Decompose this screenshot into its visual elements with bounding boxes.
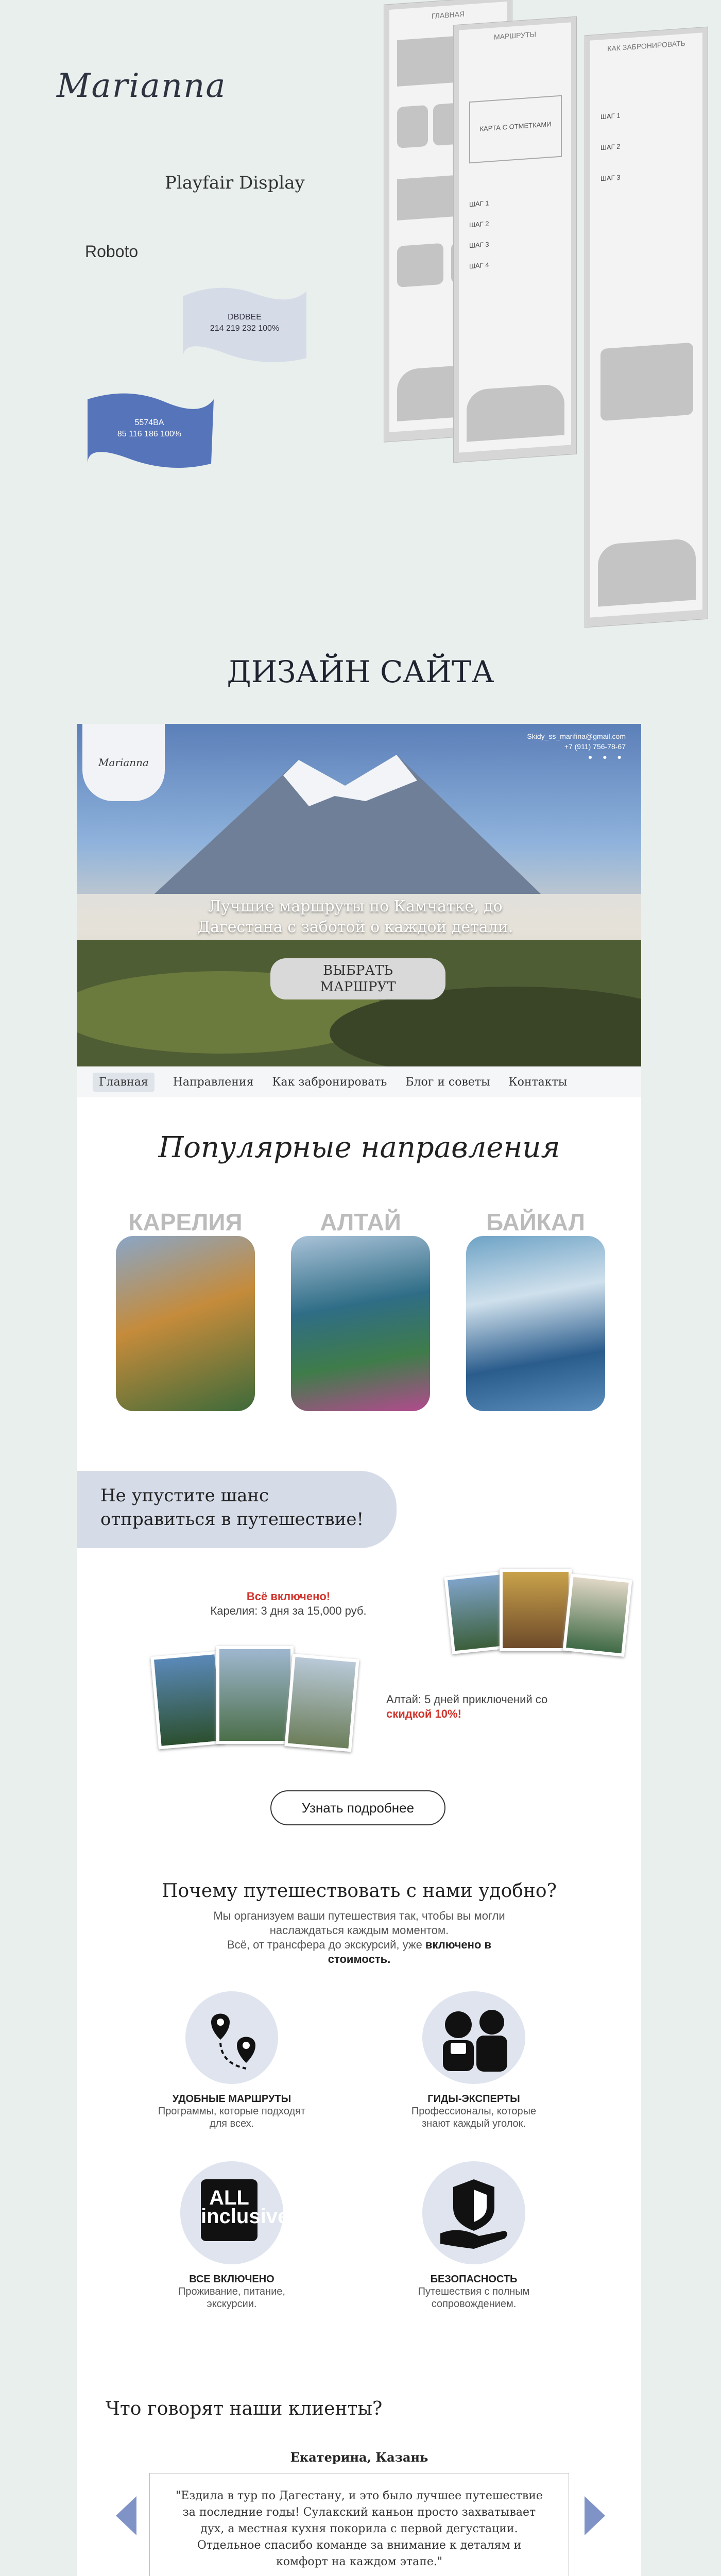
- feature-desc: Программы, которые подходят для всех.: [158, 2106, 306, 2129]
- brand-logo: Marianna: [57, 67, 227, 105]
- wireframe-step: ШАГ 2: [469, 219, 489, 229]
- swatch-code: DBDBEE: [228, 313, 262, 321]
- wireframe-booking: [585, 27, 708, 628]
- offer-discount: скидкой 10%!: [386, 1707, 461, 1720]
- promo-banner: [77, 1471, 397, 1548]
- review-prev-button[interactable]: [116, 2496, 136, 2535]
- wireframe-routes: [453, 16, 577, 463]
- wireframe-header: КАК ЗАБРОНИРОВАТЬ: [607, 39, 685, 53]
- feature-title: ГИДЫ-ЭКСПЕРТЫ: [427, 2093, 520, 2105]
- swatch-rgb: 214 219 232 100%: [210, 324, 280, 333]
- reviews-title: Что говорят наши клиенты?: [106, 2398, 383, 2419]
- wireframe-step: ШАГ 1: [469, 199, 489, 209]
- feature-desc: Путешествия с полным сопровождением.: [418, 2286, 530, 2310]
- destination-card-karelia[interactable]: [111, 1208, 260, 1419]
- altai-offer: [386, 1692, 603, 1721]
- why-title: Почему путешествовать с нами удобно?: [162, 1880, 557, 1902]
- feature-desc: Профессионалы, которые знают каждый уголок.: [411, 2106, 537, 2129]
- feature-safety: [397, 2161, 551, 2310]
- wireframe-step: ШАГ 4: [469, 261, 489, 270]
- section-title: ДИЗАЙН САЙТА: [227, 654, 494, 689]
- review-card: "Ездила в тур по Дагестану, и это было лучшее путешествие за последние годы! Сулакский каньон просто захватывает дух, а местная кухня покорила с первой дегустации. Отдельное спасибо команде за внимание к деталям и комфорт на каждом этапе.": [149, 2473, 569, 2576]
- feature-desc: Проживание, питание, экскурсии.: [178, 2286, 285, 2310]
- shield-hand-icon: [422, 2161, 525, 2264]
- all-inclusive-badge: ALL inclusive: [201, 2179, 258, 2241]
- offer-text: Алтай: 5 дней приключений со: [386, 1693, 548, 1706]
- destination-image: [116, 1236, 255, 1411]
- nav-destinations[interactable]: Направления: [173, 1075, 254, 1089]
- route-pin-icon: [185, 1991, 278, 2084]
- review-next-button[interactable]: [585, 2496, 605, 2535]
- destination-card-baikal[interactable]: [461, 1208, 610, 1419]
- destination-image: [291, 1236, 430, 1411]
- review-author: Екатерина, Казань: [290, 2450, 428, 2465]
- body-font-sample: Roboto: [85, 242, 139, 261]
- wireframe-header: МАРШРУТЫ: [493, 30, 537, 41]
- heading-font-sample: Playfair Display: [165, 173, 305, 193]
- promo-title: Не упустите шанс отправиться в путешествие!: [100, 1485, 364, 1530]
- feature-routes: [154, 1991, 309, 2130]
- destination-image: [466, 1236, 605, 1411]
- nav-contacts[interactable]: Контакты: [508, 1075, 568, 1089]
- altai-photos: [154, 1646, 360, 1759]
- popular-title: Популярные направления: [158, 1131, 560, 1164]
- swatch-dark: [82, 386, 216, 471]
- header-phone[interactable]: +7 (911) 756-78-67: [564, 742, 626, 751]
- hero-text: Лучшие маршруты по Камчатке, до Дагестана с заботой о каждой детали.: [197, 897, 513, 936]
- wireframe-map: КАРТА С ОТМЕТКАМИ: [469, 95, 562, 164]
- feature-title: БЕЗОПАСНОСТЬ: [430, 2274, 518, 2285]
- destination-card-altai[interactable]: [286, 1208, 435, 1419]
- logo-text: Marianna: [98, 756, 149, 769]
- all-inclusive-icon: [180, 2161, 289, 2264]
- feature-title: УДОБНЫЕ МАРШРУТЫ: [172, 2093, 291, 2105]
- social-icons[interactable]: ● ● ●: [588, 753, 626, 761]
- wireframe-step: ШАГ 3: [469, 240, 489, 250]
- offer-headline: Всё включено!: [246, 1590, 331, 1603]
- swatch-code: 5574BA: [134, 418, 164, 427]
- header-email[interactable]: Skidy_ss_marifina@gmail.com: [527, 732, 626, 740]
- feature-all-inclusive: [154, 2161, 309, 2310]
- destination-name: БАЙКАЛ: [486, 1209, 585, 1235]
- learn-more-button[interactable]: Узнать подробнее: [270, 1790, 445, 1825]
- wireframe-step: ШАГ 3: [600, 173, 621, 183]
- why-text: [211, 1909, 507, 1967]
- hero-section: [77, 724, 641, 1066]
- karelia-photos: [448, 1569, 633, 1672]
- wireframe-step: ШАГ 1: [600, 111, 621, 121]
- destination-name: АЛТАЙ: [320, 1209, 401, 1235]
- swatch-light: [178, 281, 312, 366]
- hero-choose-route-button[interactable]: ВЫБРАТЬ МАРШРУТ: [270, 958, 445, 999]
- main-nav: [77, 1066, 641, 1097]
- karelia-offer: [203, 1589, 373, 1618]
- nav-home[interactable]: Главная: [93, 1073, 154, 1092]
- feature-guides: [397, 1991, 551, 2130]
- why-paragraph-2: Всё, от трансфера до экскурсий, уже включено в стоимость.: [227, 1938, 492, 1965]
- offer-text: Карелия: 3 дня за 15,000 руб.: [210, 1604, 367, 1617]
- nav-blog[interactable]: Блог и советы: [405, 1075, 490, 1089]
- guide-icon: [422, 1991, 525, 2084]
- desktop-mockup: [77, 724, 641, 2576]
- logo-badge[interactable]: [82, 724, 165, 801]
- wireframe-header: ГЛАВНАЯ: [431, 9, 465, 21]
- swatch-rgb: 85 116 186 100%: [117, 430, 182, 438]
- feature-title: ВСЕ ВКЛЮЧЕНО: [189, 2274, 274, 2285]
- wireframe-step: ШАГ 2: [600, 142, 621, 152]
- why-paragraph: Мы организуем ваши путешествия так, чтобы вы могли наслаждаться каждым моментом.: [213, 1909, 505, 1937]
- destination-name: КАРЕЛИЯ: [128, 1209, 243, 1235]
- nav-booking[interactable]: Как забронировать: [272, 1075, 387, 1089]
